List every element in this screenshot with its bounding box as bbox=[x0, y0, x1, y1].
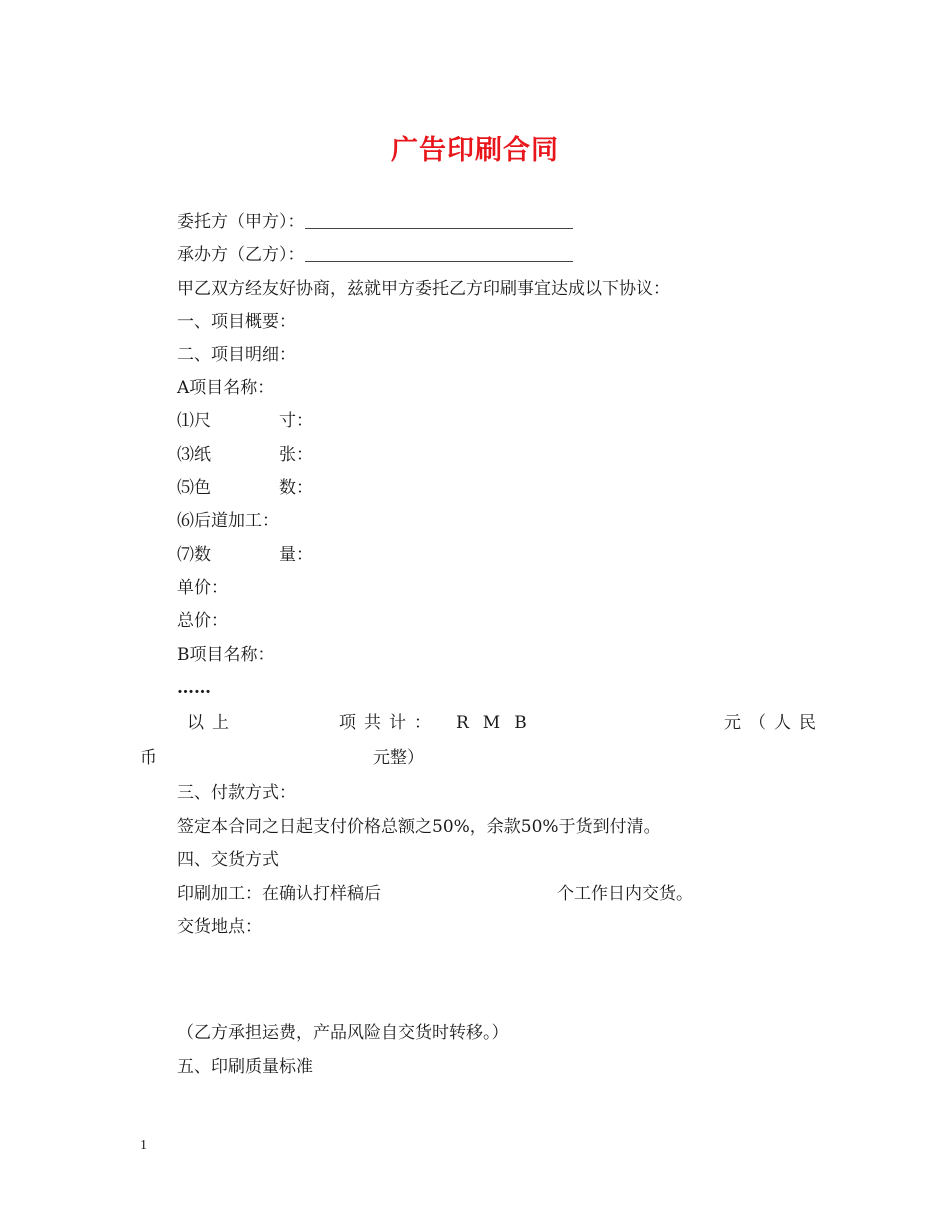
paper-label: 张： bbox=[279, 445, 313, 465]
section-3-heading: 三、付款方式： bbox=[177, 783, 296, 803]
total-part-4: 元（人民 bbox=[724, 713, 824, 733]
total-part-6: 元整） bbox=[373, 748, 424, 768]
quantity-row bbox=[177, 544, 211, 566]
colors-row bbox=[177, 477, 211, 499]
colors-num: ⑸色 bbox=[177, 478, 211, 498]
item-b-name: B项目名称： bbox=[177, 645, 275, 665]
contractor-blank bbox=[305, 245, 573, 262]
size-label: 寸： bbox=[279, 411, 313, 431]
client-label: 委托方（甲方）： bbox=[177, 212, 305, 232]
unit-price: 单价： bbox=[177, 578, 228, 598]
page-number: 1 bbox=[140, 1138, 147, 1153]
contractor-line bbox=[177, 244, 573, 266]
delivery-part-b: 个工作日内交货。 bbox=[557, 884, 693, 904]
section-5-heading: 五、印刷质量标准 bbox=[177, 1057, 313, 1077]
total-part-2: 项共计： bbox=[339, 713, 439, 733]
delivery-part-a: 印刷加工：在确认打样稿后 bbox=[177, 884, 381, 904]
intro-text: 甲乙双方经友好协商，兹就甲方委托乙方印刷事宜达成以下协议： bbox=[177, 279, 670, 299]
client-line bbox=[177, 211, 573, 233]
paper-num: ⑶纸 bbox=[177, 445, 211, 465]
size-row bbox=[177, 410, 211, 432]
section-4-heading: 四、交货方式 bbox=[177, 850, 279, 870]
delivery-place: 交货地点： bbox=[177, 917, 262, 937]
shipping-note: （乙方承担运费，产品风险自交货时转移。） bbox=[177, 1023, 509, 1043]
finishing-row: ⑹后道加工： bbox=[177, 511, 279, 531]
colors-label: 数： bbox=[279, 478, 313, 498]
total-price: 总价： bbox=[177, 611, 228, 631]
paper-row bbox=[177, 444, 211, 466]
total-part-3: RMB bbox=[456, 713, 541, 733]
payment-terms: 签定本合同之日起支付价格总额之50%，余款50%于货到付清。 bbox=[177, 817, 661, 837]
item-a-name: A项目名称： bbox=[177, 378, 275, 398]
contractor-label: 承办方（乙方）： bbox=[177, 245, 305, 265]
section-1-heading: 一、项目概要： bbox=[177, 312, 296, 332]
quantity-num: ⑺数 bbox=[177, 545, 211, 565]
document-title: 广告印刷合同 bbox=[391, 135, 559, 166]
size-num: ⑴尺 bbox=[177, 411, 211, 431]
section-2-heading: 二、项目明细： bbox=[177, 345, 296, 365]
total-part-5: 币 bbox=[140, 748, 157, 768]
client-blank bbox=[305, 212, 573, 229]
quantity-label: 量： bbox=[279, 545, 313, 565]
total-part-1: 以上 bbox=[187, 713, 237, 733]
ellipsis: …… bbox=[177, 678, 211, 698]
